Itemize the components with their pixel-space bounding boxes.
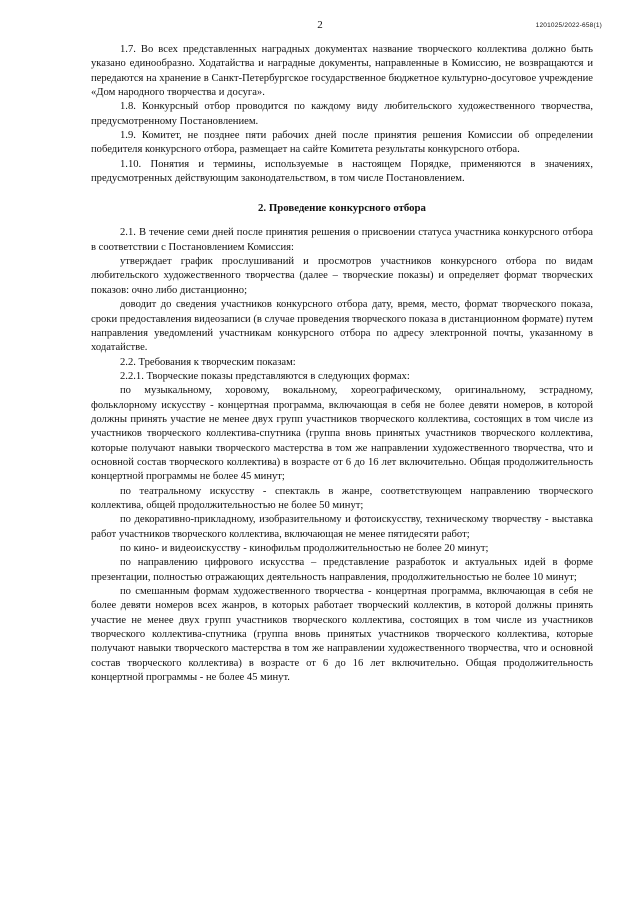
- form-music: по музыкальному, хоровому, вокальному, хореографическому, оригинальному, эстрадному, фольклорному искусству - концертная программа, включающая в себя не более девяти номеров, в которой должны принять участие не менее двух групп участников творческого коллектива, состоящих в том числе из участников творческого коллектива-спутника (группа вновь принятых участников творческого коллектива, которые получают навыки творческого мастерства в том же направлении художественного творчества, что и основной состав творческого коллектива) в возрасте от 6 до 16 лет включительно. Общая продолжительность концертной программы не более 45 минут;: [91, 385, 593, 483]
- paragraph-2-1-schedule: утверждает график прослушиваний и просмотров участников конкурсного отбора по видам любительского художественного творчества (далее – творческие показы) и определяет формат творческих показов: очно либо дистанционно;: [91, 256, 593, 296]
- document-code: 1201025/2022-658(1): [535, 22, 602, 29]
- paragraph-1-7: 1.7. Во всех представленных наградных документах название творческого коллектива должно быть указано единообразно. Ходатайства и наградные документы, направленные в Комиссию, не возвращаются и передаются на хранение в Санкт-Петербургское государственное бюджетное культурно-досуговое учреждение «Дом народного творчества и досуга».: [91, 44, 593, 99]
- form-mixed: по смешанным формам художественного творчества - концертная программа, включающая в себя не более девяти номеров всех жанров, в которых работает творческий коллектив, в которой должны принять участие не менее двух групп участников творческого коллектива, состоящих в том числе из участников творческого коллектива-спутника (группа вновь принятых участников творческого коллектива, которые получают навыки творческого мастерства в том же направлении художественного творчества, что и основной состав творческого коллектива) в возрасте от 6 до 16 лет включительно. Общая продолжительность концертной программы - не более 45 минут.: [91, 586, 593, 684]
- form-theatre: по театральному искусству - спектакль в жанре, соответствующем направлению творческого коллектива, общей продолжительностью не более 50 минут;: [91, 485, 593, 511]
- paragraph-2-2-1: 2.2.1. Творческие показы представляются в следующих формах:: [120, 370, 410, 382]
- paragraph-1-8: 1.8. Конкурсный отбор проводится по каждому виду любительского художественного творчества, предусмотренному Постановлением.: [91, 101, 593, 127]
- section-2-heading: 2. Проведение конкурсного отбора: [258, 202, 426, 215]
- paragraph-2-1-notify: доводит до сведения участников конкурсного отбора дату, время, место, формат творческого показа, сроки предоставления видеозаписи (в случае проведения творческого показа в дистанционном формате) путем направления уведомлений участникам конкурсного отбора по адресу электронной почты, указанному в ходатайстве.: [91, 299, 593, 354]
- paragraph-2-2: 2.2. Требования к творческим показам:: [120, 356, 296, 368]
- form-decorative: по декоративно-прикладному, изобразительному и фотоискусству, техническому творчеству - выставка работ участников творческого коллектива, включающая не менее пятидесяти работ;: [91, 514, 593, 540]
- form-cinema: по кино- и видеоискусству - кинофильм продолжительностью не более 20 минут;: [120, 543, 489, 554]
- form-digital: по направлению цифрового искусства – представление разработок и актуальных идей в форме презентации, полностью отражающих деятельность направления, продолжительностью не более 10 минут;: [91, 557, 593, 583]
- paragraph-2-1: 2.1. В течение семи дней после принятия решения о присвоении статуса участника конкурсного отбора в соответствии с Постановлением Комиссия:: [91, 227, 593, 253]
- paragraph-1-10: 1.10. Понятия и термины, используемые в настоящем Порядке, применяются в значениях, предусмотренных действующим законодательством, в том числе Постановлением.: [91, 158, 593, 185]
- paragraph-1-9: 1.9. Комитет, не позднее пяти рабочих дней после принятия решения Комиссии об определении победителя конкурсного отбора, размещает на сайте Комитета результаты конкурсного отбора.: [91, 130, 593, 156]
- document-body: [91, 43, 593, 685]
- page-number: 2: [317, 19, 323, 31]
